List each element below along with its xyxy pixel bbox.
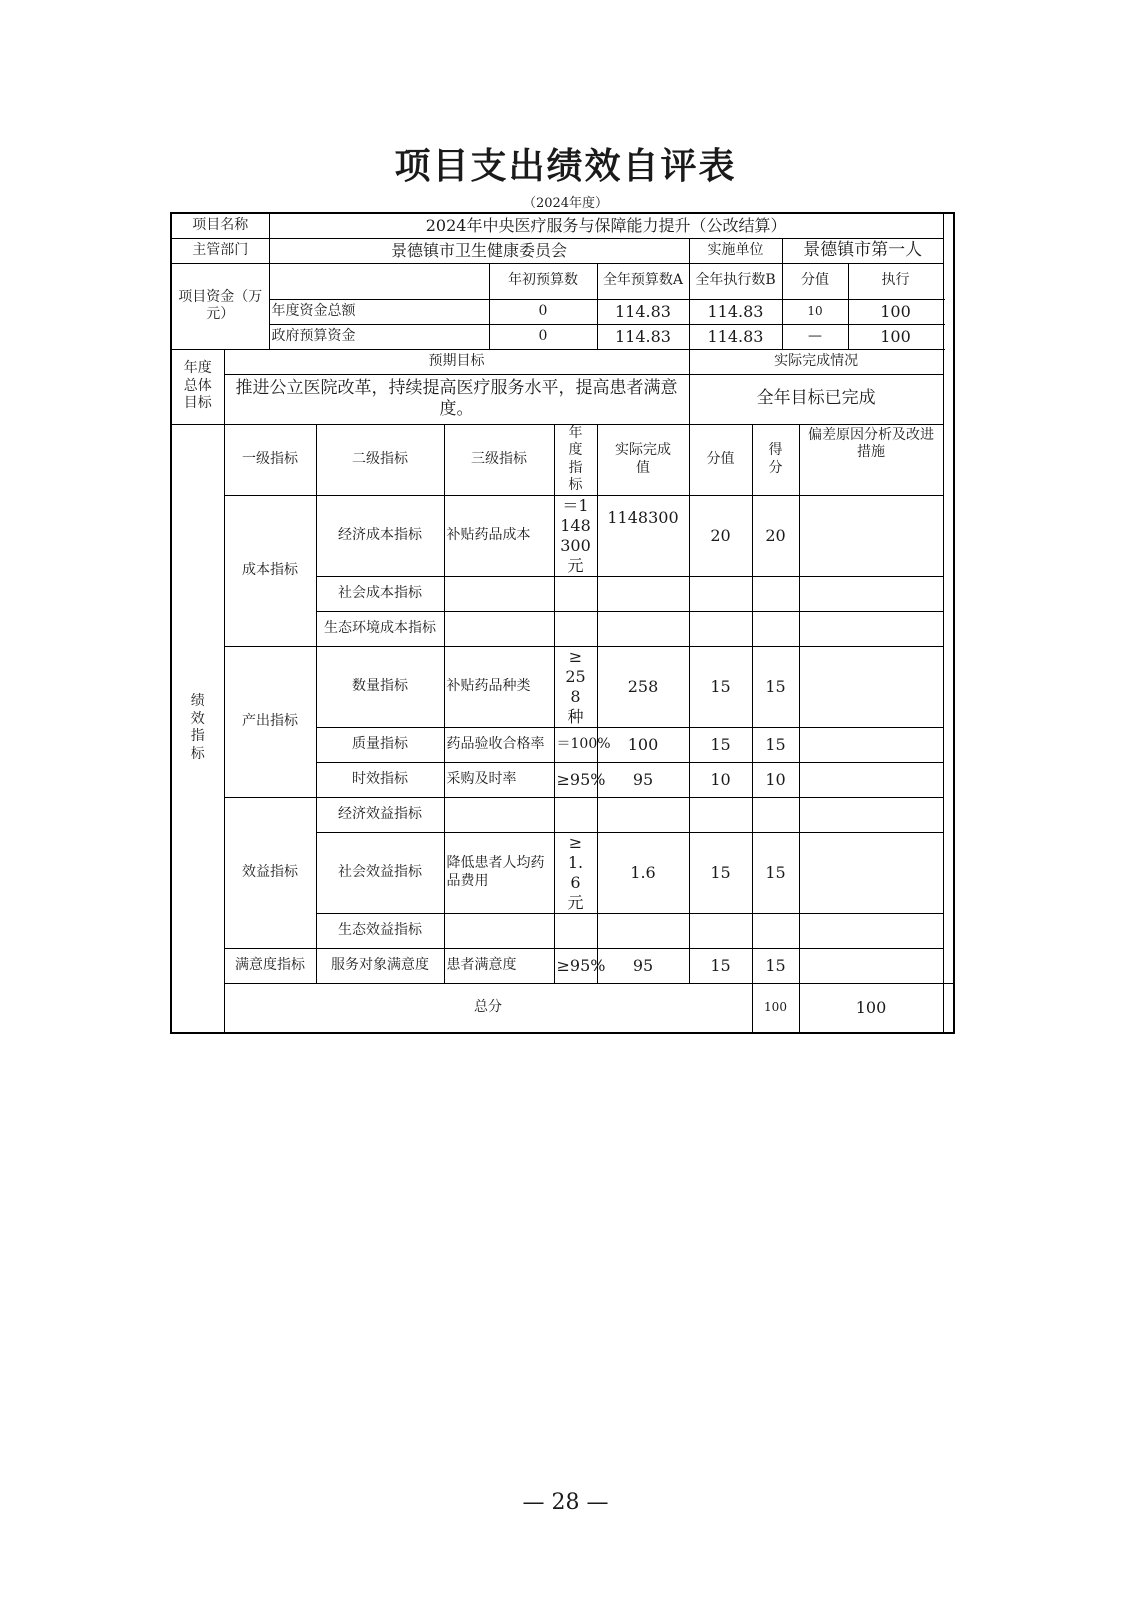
benefit-social-score-value: 15	[689, 832, 752, 913]
output-quality-target: ＝100%	[554, 727, 597, 762]
benefit-economic-name: 经济效益指标	[316, 797, 444, 832]
funds-header-annual: 全年预算数A	[597, 263, 689, 299]
funds-header-exec-rate: 执行	[848, 263, 943, 299]
funds-row-annual: 114.83	[597, 299, 689, 324]
cost-economic-name: 经济成本指标	[316, 495, 444, 576]
funds-row-initial: 0	[489, 324, 597, 349]
funds-row-exec-rate: 100	[848, 324, 943, 349]
total-score: 100	[799, 983, 943, 1033]
output-quality-score: 15	[752, 727, 799, 762]
ind-header-deviation: 偏差原因分析及改进措施	[799, 424, 943, 495]
cost-economic-target: ＝1148300元	[554, 495, 597, 576]
funds-row-executed: 114.83	[689, 324, 782, 349]
funds-header-initial: 年初预算数	[489, 263, 597, 299]
funds-header-executed: 全年执行数B	[689, 263, 782, 299]
page-number: — 28 —	[522, 1490, 609, 1515]
ind-header-level1: 一级指标	[224, 424, 316, 495]
ind-header-score: 得分	[752, 424, 799, 495]
performance-table	[170, 212, 955, 1034]
dept-value: 景德镇市卫生健康委员会	[269, 238, 689, 263]
funds-header-score-value: 分值	[782, 263, 848, 299]
goals-expected: 推进公立医院改革，持续提高医疗服务水平，提高患者满意度。	[224, 374, 689, 424]
funds-row-executed: 114.83	[689, 299, 782, 324]
output-quality-score-value: 15	[689, 727, 752, 762]
output-quantity-score-value: 15	[689, 646, 752, 727]
funds-label: 项目资金（万元）	[171, 263, 269, 349]
funds-row-name: 年度资金总额	[269, 299, 489, 324]
output-quality-item: 药品验收合格率	[444, 727, 554, 762]
cost-economic-item: 补贴药品成本	[444, 495, 554, 576]
funds-row-annual: 114.83	[597, 324, 689, 349]
cost-economic-actual: 1148300	[597, 495, 689, 576]
funds-row-score-value: —	[782, 324, 848, 349]
funds-row-exec-rate: 100	[848, 299, 943, 324]
output-timeliness-item: 采购及时率	[444, 762, 554, 797]
total-score-value: 100	[752, 983, 799, 1033]
benefit-social-score: 15	[752, 832, 799, 913]
output-indicator-label: 产出指标	[224, 646, 316, 797]
impl-value: 景德镇市第一人	[782, 238, 943, 263]
output-timeliness-actual: 95	[597, 762, 689, 797]
output-quantity-score: 15	[752, 646, 799, 727]
total-label: 总分	[224, 983, 752, 1033]
funds-blank-header	[269, 263, 489, 299]
page-title: 项目支出绩效自评表	[394, 145, 737, 187]
output-quantity-actual: 258	[597, 646, 689, 727]
satisfaction-actual: 95	[597, 948, 689, 983]
year-label: （2024年度）	[522, 196, 609, 211]
goals-expected-header: 预期目标	[224, 349, 689, 374]
ind-header-actual: 实际完成值	[597, 424, 689, 495]
goals-label: 年度总体目标	[171, 349, 224, 424]
output-quantity-target: ≥258种	[554, 646, 597, 727]
dept-label: 主管部门	[171, 238, 269, 263]
indicators-label: 绩效指标	[171, 424, 224, 1033]
cost-indicator-label: 成本指标	[224, 495, 316, 646]
satisfaction-target: ≥95%	[554, 948, 597, 983]
satisfaction-score-value: 15	[689, 948, 752, 983]
benefit-indicator-label: 效益指标	[224, 797, 316, 948]
cost-social-name: 社会成本指标	[316, 576, 444, 611]
output-quantity-item: 补贴药品种类	[444, 646, 554, 727]
ind-header-target: 年度指标	[554, 424, 597, 495]
output-timeliness-name: 时效指标	[316, 762, 444, 797]
output-timeliness-score: 10	[752, 762, 799, 797]
satisfaction-item: 患者满意度	[444, 948, 554, 983]
output-quality-actual: 100	[597, 727, 689, 762]
funds-row-score-value: 10	[782, 299, 848, 324]
funds-row-name: 政府预算资金	[269, 324, 489, 349]
output-quantity-name: 数量指标	[316, 646, 444, 727]
satisfaction-score: 15	[752, 948, 799, 983]
benefit-social-name: 社会效益指标	[316, 832, 444, 913]
satisfaction-name: 服务对象满意度	[316, 948, 444, 983]
project-name-value: 2024年中央医疗服务与保障能力提升（公改结算）	[269, 213, 943, 238]
ind-header-score-value: 分值	[689, 424, 752, 495]
goals-actual-header: 实际完成情况	[689, 349, 943, 374]
cost-eco-env-name: 生态环境成本指标	[316, 611, 444, 646]
benefit-social-target: ≥1.6元	[554, 832, 597, 913]
benefit-ecological-name: 生态效益指标	[316, 913, 444, 948]
cost-economic-deviation	[799, 495, 943, 576]
ind-header-level3: 三级指标	[444, 424, 554, 495]
cost-economic-score: 20	[752, 495, 799, 576]
cost-economic-score-value: 20	[689, 495, 752, 576]
ind-header-level2: 二级指标	[316, 424, 444, 495]
output-quality-name: 质量指标	[316, 727, 444, 762]
benefit-social-actual: 1.6	[597, 832, 689, 913]
satisfaction-indicator-label: 满意度指标	[224, 948, 316, 983]
output-timeliness-target: ≥95%	[554, 762, 597, 797]
goals-actual: 全年目标已完成	[689, 374, 943, 424]
benefit-social-item: 降低患者人均药品费用	[444, 832, 554, 913]
output-timeliness-score-value: 10	[689, 762, 752, 797]
impl-label: 实施单位	[689, 238, 782, 263]
project-name-label: 项目名称	[171, 213, 269, 238]
funds-row-initial: 0	[489, 299, 597, 324]
